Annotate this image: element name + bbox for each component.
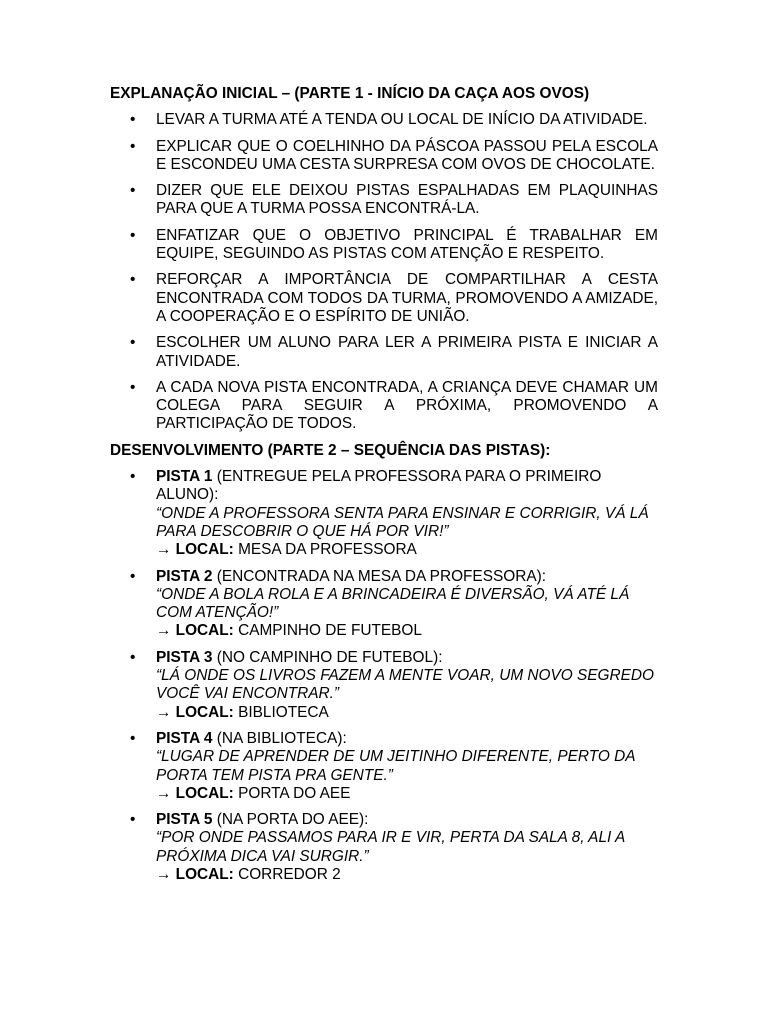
- pista-quote: “LÁ ONDE OS LIVROS FAZEM A MENTE VOAR, UM NOVO SEGREDO VOCÊ VAI ENCONTRAR.”: [156, 667, 654, 703]
- bullet-icon: •: [130, 811, 136, 829]
- pista-item: [110, 649, 658, 722]
- pista-context: (ENTREGUE PELA PROFESSORA PARA O PRIMEIRO ALUNO):: [156, 468, 602, 504]
- pista-local: [156, 541, 658, 559]
- local-label: → LOCAL:: [156, 622, 234, 640]
- pista-quote: “ONDE A BOLA ROLA E A BRINCADEIRA É DIVERSÃO, VÁ ATÉ LÁ COM ATENÇÃO!”: [156, 585, 630, 622]
- local-label: → LOCAL:: [156, 703, 234, 721]
- list-item-text: A CADA NOVA PISTA ENCONTRADA, A CRIANÇA DEVE CHAMAR UM COLEGA PARA SEGUIR A PRÓXIMA, PROMOVENDO A PARTICIPAÇÃO DE TODOS.: [156, 378, 658, 433]
- list-item-text: EXPLICAR QUE O COELHINHO DA PÁSCOA PASSOU PELA ESCOLA E ESCONDEU UMA CESTA SURPRESA COM OVOS DE CHOCOLATE.: [156, 137, 658, 173]
- pista-header: [156, 730, 658, 748]
- section-2-list: [110, 468, 658, 884]
- list-item: [110, 227, 658, 264]
- local-value: CAMPINHO DE FUTEBOL: [238, 622, 422, 640]
- section-1-list: [110, 111, 658, 433]
- pista-context: (NO CAMPINHO DE FUTEBOL):: [216, 648, 443, 666]
- pista-local: [156, 785, 658, 803]
- local-label: → LOCAL:: [156, 541, 234, 559]
- pista-quote: “ONDE A PROFESSORA SENTA PARA ENSINAR E CORRIGIR, VÁ LÁ PARA DESCOBRIR O QUE HÁ POR VIR!”: [156, 504, 649, 540]
- bullet-icon: •: [130, 111, 136, 129]
- pista-context: (NA BIBLIOTECA):: [216, 729, 347, 747]
- list-item: [110, 182, 658, 219]
- pista-quote: “LUGAR DE APRENDER DE UM JEITINHO DIFERENTE, PERTO DA PORTA TEM PISTA PRA GENTE.”: [156, 748, 635, 784]
- bullet-icon: •: [130, 182, 136, 200]
- pista-item: [110, 811, 658, 884]
- pista-quote: “POR ONDE PASSAMOS PARA IR E VIR, PERTA DA SALA 8, ALI A PRÓXIMA DICA VAI SURGIR.”: [156, 829, 625, 865]
- pista-title: PISTA 1: [156, 468, 213, 486]
- list-item: [110, 111, 658, 129]
- pista-item: [110, 468, 658, 559]
- pista-header: [156, 811, 658, 829]
- pista-context: (ENCONTRADA NA MESA DA PROFESSORA):: [216, 567, 546, 585]
- section-2-heading: DESENVOLVIMENTO (PARTE 2 – SEQUÊNCIA DAS PISTAS):: [110, 441, 551, 459]
- bullet-icon: •: [130, 137, 136, 155]
- local-value: CORREDOR 2: [238, 865, 341, 883]
- pista-local: [156, 622, 658, 640]
- bullet-icon: •: [130, 567, 136, 585]
- bullet-icon: •: [130, 468, 136, 486]
- list-item-text: ESCOLHER UM ALUNO PARA LER A PRIMEIRA PISTA E INICIAR A ATIVIDADE.: [156, 334, 658, 370]
- pista-header: [156, 468, 658, 505]
- bullet-icon: •: [130, 648, 136, 666]
- list-item-text: LEVAR A TURMA ATÉ A TENDA OU LOCAL DE INÍCIO DA ATIVIDADE.: [156, 111, 648, 129]
- pista-header: [156, 649, 658, 667]
- list-item-text: REFORÇAR A IMPORTÂNCIA DE COMPARTILHAR A CESTA ENCONTRADA COM TODOS DA TURMA, PROMOVENDO A AMIZADE, A COOPERAÇÃO E O ESPÍRITO DE UNIÃO.: [156, 271, 658, 325]
- local-value: MESA DA PROFESSORA: [238, 541, 417, 559]
- local-value: BIBLIOTECA: [238, 703, 329, 721]
- pista-local: [156, 704, 658, 722]
- list-item: [110, 379, 658, 434]
- pista-title: PISTA 3: [156, 648, 213, 666]
- pista-local: [156, 866, 658, 884]
- bullet-icon: •: [130, 226, 136, 244]
- pista-title: PISTA 5: [156, 811, 213, 829]
- pista-item: [110, 568, 658, 641]
- list-item: [110, 138, 658, 175]
- bullet-icon: •: [130, 334, 136, 352]
- bullet-icon: •: [130, 729, 136, 747]
- pista-title: PISTA 2: [156, 567, 213, 585]
- local-label: → LOCAL:: [156, 784, 234, 802]
- bullet-icon: •: [130, 378, 136, 396]
- pista-header: [156, 568, 658, 586]
- list-item: [110, 271, 658, 326]
- pista-context: (NA PORTA DO AEE):: [216, 811, 369, 829]
- bullet-icon: •: [130, 271, 136, 289]
- section-1-heading: EXPLANAÇÃO INICIAL – (PARTE 1 - INÍCIO DA CAÇA AOS OVOS): [110, 85, 590, 102]
- pista-item: [110, 730, 658, 803]
- list-item: [110, 334, 658, 371]
- local-value: PORTA DO AEE: [238, 784, 351, 802]
- local-label: → LOCAL:: [156, 865, 234, 883]
- list-item-text: ENFATIZAR QUE O OBJETIVO PRINCIPAL É TRABALHAR EM EQUIPE, SEGUINDO AS PISTAS COM ATENÇÃO E RESPEITO.: [156, 226, 658, 263]
- list-item-text: DIZER QUE ELE DEIXOU PISTAS ESPALHADAS EM PLAQUINHAS PARA QUE A TURMA POSSA ENCONTRÁ-LA.: [156, 182, 658, 218]
- pista-title: PISTA 4: [156, 729, 213, 747]
